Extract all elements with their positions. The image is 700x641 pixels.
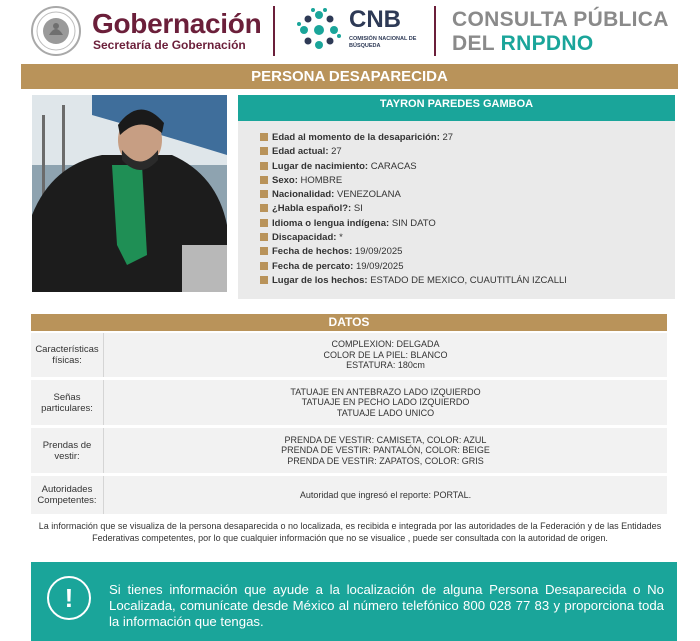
cnb-logo-icon (295, 6, 343, 54)
person-fact (260, 231, 567, 245)
datos-row-label: Características físicas: (31, 333, 104, 377)
contact-footer (31, 562, 677, 641)
consulta-del: DEL (452, 32, 501, 55)
bullet-icon (260, 162, 268, 170)
datos-row-value (104, 380, 667, 425)
datos-line: COMPLEXION: DELGADA (331, 339, 440, 350)
bullet-icon (260, 133, 268, 141)
fact-label: Lugar de nacimiento: (272, 160, 369, 172)
disclaimer-note: La información que se visualiza de la persona desaparecida o no localizada, es recibida e integrada por las autoridades de la Federación y de las Entidades Federativas competentes, por lo que cualquier información que no se visualice , puede ser consultada con la autoridad de origen. (38, 521, 662, 543)
header-divider (273, 6, 275, 56)
datos-row (31, 476, 667, 514)
fact-label: Discapacidad: (272, 232, 337, 244)
consulta-rnpdno: RNPDNO (500, 32, 594, 55)
datos-line: COLOR DE LA PIEL: BLANCO (323, 349, 448, 360)
bullet-icon (260, 233, 268, 241)
datos-row-value (104, 428, 667, 473)
contact-footer-text: Si tienes información que ayude a la localización de alguna Persona Desaparecida o No Localizada, comunícate desde México al número telefónico 800 028 77 83 y proporciona toda la información que tengas. (109, 582, 664, 629)
bullet-icon (260, 219, 268, 227)
datos-row (31, 333, 667, 377)
datos-line: TATUAJE LADO UNICO (336, 407, 435, 418)
fact-label: Nacionalidad: (272, 189, 335, 201)
fact-label: Sexo: (272, 174, 298, 186)
bullet-icon (260, 176, 268, 184)
person-fact (260, 174, 567, 188)
bullet-icon (260, 204, 268, 212)
person-fact (260, 160, 567, 174)
gobernacion-subtitle: Secretaría de Gobernación (93, 38, 246, 52)
datos-row-label: Autoridades Competentes: (31, 476, 104, 514)
fact-value: SIN DATO (391, 217, 436, 229)
person-fact (260, 245, 567, 259)
cnb-subtitle: COMISIÓN NACIONAL DE BÚSQUEDA (349, 36, 417, 49)
fact-label: Lugar de los hechos: (272, 274, 368, 286)
fact-label: Fecha de hechos: (272, 246, 353, 258)
datos-row-value (104, 333, 667, 377)
bullet-icon (260, 247, 268, 255)
datos-row-label: Prendas de vestir: (31, 428, 104, 473)
person-fact (260, 202, 567, 216)
header-divider-2 (434, 6, 436, 56)
datos-line: TATUAJE EN ANTEBRAZO LADO IZQUIERDO (290, 386, 481, 397)
cnb-title: CNB (349, 6, 401, 33)
person-info-panel (238, 95, 675, 299)
datos-line: ESTATURA: 180cm (346, 360, 425, 371)
person-fact (260, 260, 567, 274)
person-facts-list (260, 131, 567, 288)
alert-icon: ! (47, 576, 91, 620)
fact-label: Edad actual: (272, 146, 329, 158)
person-photo (32, 95, 227, 292)
datos-line: PRENDA DE VESTIR: PANTALÓN, COLOR: BEIGE (281, 445, 490, 456)
bullet-icon (260, 190, 268, 198)
datos-line: PRENDA DE VESTIR: CAMISETA, COLOR: AZUL (284, 434, 487, 445)
datos-line: TATUAJE EN PECHO LADO IZQUIERDO (301, 397, 470, 408)
persona-desaparecida-banner: PERSONA DESAPARECIDA (21, 64, 678, 89)
bullet-icon (260, 276, 268, 284)
mexico-seal-icon (31, 6, 81, 56)
datos-row (31, 428, 667, 473)
datos-row (31, 380, 667, 425)
fact-value: HOMBRE (300, 174, 343, 186)
datos-row-label: Señas particulares: (31, 380, 104, 425)
consulta-title-line1: CONSULTA PÚBLICA (452, 8, 669, 31)
page-header (0, 0, 700, 62)
person-fact (260, 145, 567, 159)
bullet-icon (260, 147, 268, 155)
fact-label: Edad al momento de la desaparición: (272, 132, 440, 143)
person-fact (260, 274, 567, 288)
datos-line: Autoridad que ingresó el reporte: PORTAL. (299, 489, 472, 500)
fact-value: 27 (331, 146, 342, 158)
fact-label: Idioma o lengua indígena: (272, 217, 390, 229)
datos-row-value (104, 476, 667, 514)
fact-value: 19/09/2025 (354, 246, 403, 258)
datos-header: DATOS (31, 314, 667, 331)
fact-value: ESTADO DE MEXICO, CUAUTITLÁN IZCALLI (370, 274, 567, 286)
gobernacion-title: Gobernación (92, 8, 262, 39)
bullet-icon (260, 262, 268, 270)
person-name: TAYRON PAREDES GAMBOA (238, 95, 675, 121)
fact-value: CARACAS (370, 160, 417, 172)
fact-value: 27 (442, 132, 454, 143)
fact-value: * (339, 232, 343, 244)
fact-value: 19/09/2025 (355, 260, 404, 272)
datos-line: PRENDA DE VESTIR: ZAPATOS, COLOR: GRIS (287, 455, 484, 466)
fact-label: ¿Habla español?: (272, 203, 352, 215)
person-fact (260, 217, 567, 231)
fact-value: SI (353, 203, 363, 215)
fact-label: Fecha de percato: (272, 260, 354, 272)
person-fact (260, 188, 567, 202)
consulta-title-line2 (452, 32, 593, 56)
fact-value: VENEZOLANA (336, 189, 401, 201)
person-fact (260, 131, 567, 145)
